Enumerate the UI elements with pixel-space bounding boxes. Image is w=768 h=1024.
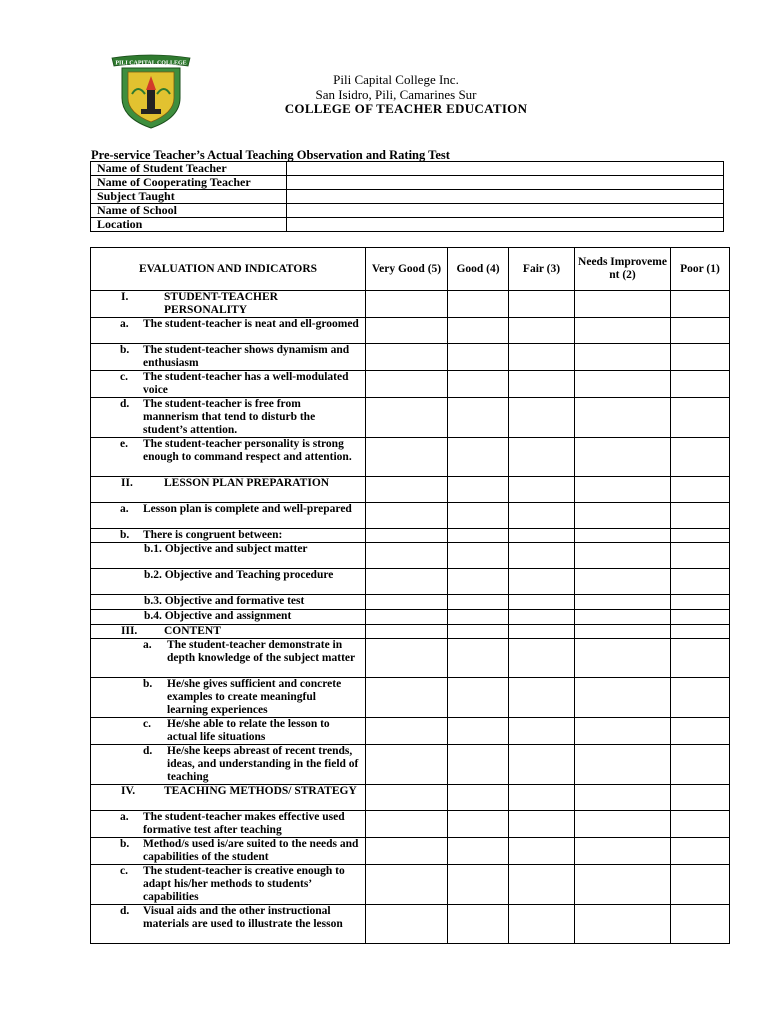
rating-cell-very-good[interactable]	[366, 610, 448, 625]
rating-cell-needs-improvement[interactable]	[575, 477, 671, 503]
rating-cell-good[interactable]	[448, 503, 509, 529]
section-row	[91, 625, 730, 639]
indicator-cell	[91, 503, 366, 529]
indicator-text: b.1. Objective and subject matter	[144, 543, 308, 555]
info-value-field[interactable]	[287, 162, 724, 176]
indicator-marker: I.	[121, 291, 129, 303]
info-row	[91, 162, 724, 176]
header-needs-improvement: Needs Improveme nt (2)	[575, 248, 671, 291]
rating-cell-very-good[interactable]	[366, 639, 448, 678]
rating-cell-needs-improvement[interactable]	[575, 529, 671, 543]
indicator-cell	[91, 291, 366, 318]
indicator-text: The student-teacher is creative enough to adapt his/her methods to students’ capabilities	[143, 865, 345, 903]
rating-cell-good[interactable]	[448, 529, 509, 543]
info-value-field[interactable]	[287, 190, 724, 204]
rating-cell-needs-improvement[interactable]	[575, 398, 671, 438]
rating-cell-very-good[interactable]	[366, 745, 448, 785]
rating-cell-good[interactable]	[448, 625, 509, 639]
department-name: COLLEGE OF TEACHER EDUCATION	[284, 101, 528, 116]
indicator-text: The student-teacher is free from mannerism that tend to disturb the student’s attention.	[143, 398, 316, 436]
info-row	[91, 218, 724, 232]
indicator-row	[91, 865, 730, 905]
indicator-cell	[91, 398, 366, 438]
indicator-cell	[91, 371, 366, 398]
indicator-cell	[91, 318, 366, 344]
indicator-text: LESSON PLAN PREPARATION	[164, 477, 330, 489]
info-row	[91, 204, 724, 218]
indicator-text: He/she gives sufficient and concrete examples to create meaningful learning experiences	[167, 678, 342, 716]
rating-cell-poor[interactable]	[671, 718, 730, 745]
rating-cell-very-good[interactable]	[366, 318, 448, 344]
rating-cell-needs-improvement[interactable]	[575, 543, 671, 569]
rating-cell-fair[interactable]	[509, 811, 575, 838]
rating-cell-fair[interactable]	[509, 905, 575, 944]
indicator-text: CONTENT	[164, 625, 221, 637]
indicator-text: STUDENT-TEACHER PERSONALITY	[164, 291, 278, 316]
section-row	[91, 477, 730, 503]
rating-cell-fair[interactable]	[509, 610, 575, 625]
rating-cell-good[interactable]	[448, 678, 509, 718]
rating-cell-fair[interactable]	[509, 438, 575, 477]
info-table	[90, 161, 724, 232]
rating-cell-needs-improvement[interactable]	[575, 291, 671, 318]
rating-cell-poor[interactable]	[671, 639, 730, 678]
rating-cell-needs-improvement[interactable]	[575, 318, 671, 344]
logo-text: PILI CAPITAL COLLEGE	[115, 60, 187, 67]
indicator-row	[91, 905, 730, 944]
rating-cell-fair[interactable]	[509, 625, 575, 639]
indicator-text: The student-teacher is neat and ell-groomed	[143, 318, 359, 330]
indicator-marker: d.	[120, 905, 130, 917]
indicator-cell	[91, 595, 366, 610]
indicator-marker: d.	[120, 398, 130, 410]
rating-cell-fair[interactable]	[509, 398, 575, 438]
indicator-text: b.2. Objective and Teaching procedure	[144, 569, 334, 581]
section-row	[91, 785, 730, 811]
info-value-field[interactable]	[287, 204, 724, 218]
indicator-marker: d.	[143, 745, 153, 757]
rating-cell-poor[interactable]	[671, 625, 730, 639]
info-label: Name of School	[91, 204, 287, 218]
rating-cell-needs-improvement[interactable]	[575, 718, 671, 745]
rating-cell-poor[interactable]	[671, 318, 730, 344]
rating-cell-good[interactable]	[448, 905, 509, 944]
indicator-cell	[91, 639, 366, 678]
rating-cell-very-good[interactable]	[366, 398, 448, 438]
indicator-row	[91, 529, 730, 543]
rating-cell-needs-improvement[interactable]	[575, 625, 671, 639]
rating-cell-very-good[interactable]	[366, 543, 448, 569]
rating-cell-poor[interactable]	[671, 595, 730, 610]
indicator-text: Method/s used is/are suited to the needs and capabilities of the student	[143, 838, 359, 863]
info-label: Subject Taught	[91, 190, 287, 204]
indicator-marker: e.	[120, 438, 128, 450]
rating-cell-very-good[interactable]	[366, 865, 448, 905]
rating-cell-very-good[interactable]	[366, 438, 448, 477]
rating-cell-good[interactable]	[448, 785, 509, 811]
indicator-cell	[91, 785, 366, 811]
header-very-good: Very Good (5)	[366, 248, 448, 291]
header-fair: Fair (3)	[509, 248, 575, 291]
rating-cell-very-good[interactable]	[366, 625, 448, 639]
rating-cell-poor[interactable]	[671, 344, 730, 371]
indicator-row	[91, 595, 730, 610]
rating-cell-good[interactable]	[448, 811, 509, 838]
rating-cell-needs-improvement[interactable]	[575, 838, 671, 865]
indicator-text: The student-teacher makes effective used formative test after teaching	[143, 811, 345, 836]
info-label: Name of Cooperating Teacher	[91, 176, 287, 190]
indicator-cell	[91, 477, 366, 503]
rating-cell-poor[interactable]	[671, 371, 730, 398]
rating-cell-needs-improvement[interactable]	[575, 569, 671, 595]
info-row	[91, 190, 724, 204]
rating-cell-very-good[interactable]	[366, 678, 448, 718]
indicator-row	[91, 371, 730, 398]
rating-cell-very-good[interactable]	[366, 291, 448, 318]
rating-cell-fair[interactable]	[509, 569, 575, 595]
indicator-row	[91, 438, 730, 477]
rating-cell-good[interactable]	[448, 543, 509, 569]
indicator-text: There is congruent between:	[143, 529, 283, 541]
indicator-text: The student-teacher demonstrate in depth knowledge of the subject matter	[167, 639, 356, 664]
rating-cell-fair[interactable]	[509, 718, 575, 745]
rating-cell-needs-improvement[interactable]	[575, 905, 671, 944]
rating-cell-very-good[interactable]	[366, 503, 448, 529]
indicator-text: b.4. Objective and assignment	[144, 610, 292, 622]
indicator-row	[91, 678, 730, 718]
rating-cell-good[interactable]	[448, 398, 509, 438]
indicator-cell	[91, 905, 366, 944]
info-value-field[interactable]	[287, 176, 724, 190]
rating-cell-poor[interactable]	[671, 398, 730, 438]
indicator-row	[91, 718, 730, 745]
rating-cell-fair[interactable]	[509, 595, 575, 610]
indicator-marker: III.	[121, 625, 138, 637]
indicator-cell	[91, 543, 366, 569]
rating-cell-fair[interactable]	[509, 371, 575, 398]
indicator-cell	[91, 569, 366, 595]
section-row	[91, 291, 730, 318]
indicator-row	[91, 569, 730, 595]
rating-cell-needs-improvement[interactable]	[575, 371, 671, 398]
rating-cell-fair[interactable]	[509, 318, 575, 344]
rating-cell-needs-improvement[interactable]	[575, 865, 671, 905]
rating-cell-very-good[interactable]	[366, 811, 448, 838]
indicator-row	[91, 318, 730, 344]
rating-cell-fair[interactable]	[509, 785, 575, 811]
indicator-text: He/she able to relate the lesson to actual life situations	[167, 718, 330, 743]
rating-cell-poor[interactable]	[671, 477, 730, 503]
rating-cell-very-good[interactable]	[366, 371, 448, 398]
rating-cell-poor[interactable]	[671, 610, 730, 625]
rating-cell-very-good[interactable]	[366, 529, 448, 543]
rating-cell-fair[interactable]	[509, 745, 575, 785]
rating-cell-very-good[interactable]	[366, 718, 448, 745]
rating-cell-needs-improvement[interactable]	[575, 344, 671, 371]
indicator-cell	[91, 678, 366, 718]
rating-cell-fair[interactable]	[509, 838, 575, 865]
rating-cell-good[interactable]	[448, 639, 509, 678]
rating-cell-good[interactable]	[448, 569, 509, 595]
indicator-marker	[91, 595, 144, 608]
rating-cell-needs-improvement[interactable]	[575, 678, 671, 718]
indicator-marker: b.	[120, 838, 130, 850]
rating-cell-fair[interactable]	[509, 678, 575, 718]
info-row	[91, 176, 724, 190]
rating-cell-good[interactable]	[448, 344, 509, 371]
indicator-cell	[91, 438, 366, 477]
rating-cell-fair[interactable]	[509, 344, 575, 371]
indicator-text: Lesson plan is complete and well-prepared	[143, 503, 352, 515]
indicator-cell	[91, 811, 366, 838]
indicator-text: The student-teacher has a well-modulated voice	[143, 371, 349, 396]
rating-cell-poor[interactable]	[671, 678, 730, 718]
header-poor: Poor (1)	[671, 248, 730, 291]
indicator-marker: a.	[120, 811, 129, 823]
indicator-marker: IV.	[121, 785, 136, 797]
rating-cell-poor[interactable]	[671, 291, 730, 318]
rating-cell-good[interactable]	[448, 438, 509, 477]
indicator-marker	[91, 543, 144, 556]
info-label: Location	[91, 218, 287, 232]
rating-cell-poor[interactable]	[671, 503, 730, 529]
header-good: Good (4)	[448, 248, 509, 291]
indicator-marker: a.	[120, 503, 129, 515]
rating-cell-good[interactable]	[448, 291, 509, 318]
rating-cell-fair[interactable]	[509, 639, 575, 678]
rating-cell-good[interactable]	[448, 745, 509, 785]
indicator-marker	[91, 610, 144, 623]
rating-cell-good[interactable]	[448, 371, 509, 398]
indicator-row	[91, 745, 730, 785]
indicator-text: b.3. Objective and formative test	[144, 595, 305, 607]
rating-cell-poor[interactable]	[671, 838, 730, 865]
form-title: Pre-service Teacher’s Actual Teaching Observation and Rating Test	[91, 148, 450, 162]
evaluation-table	[90, 247, 730, 944]
indicator-cell	[91, 718, 366, 745]
indicator-row	[91, 811, 730, 838]
rating-cell-needs-improvement[interactable]	[575, 785, 671, 811]
indicator-text: Visual aids and the other instructional materials are used to illustrate the lesson	[143, 905, 343, 930]
rating-cell-poor[interactable]	[671, 811, 730, 838]
indicator-text: TEACHING METHODS/ STRATEGY	[164, 785, 357, 797]
rating-cell-very-good[interactable]	[366, 785, 448, 811]
rating-cell-needs-improvement[interactable]	[575, 610, 671, 625]
indicator-row	[91, 503, 730, 529]
rating-cell-needs-improvement[interactable]	[575, 438, 671, 477]
rating-cell-poor[interactable]	[671, 438, 730, 477]
indicator-row	[91, 610, 730, 625]
rating-cell-good[interactable]	[448, 838, 509, 865]
rating-cell-needs-improvement[interactable]	[575, 745, 671, 785]
indicator-cell	[91, 838, 366, 865]
indicator-row	[91, 398, 730, 438]
indicator-cell	[91, 610, 366, 625]
rating-cell-very-good[interactable]	[366, 344, 448, 371]
rating-cell-good[interactable]	[448, 718, 509, 745]
info-value-field[interactable]	[287, 218, 724, 232]
rating-cell-poor[interactable]	[671, 785, 730, 811]
indicator-row	[91, 344, 730, 371]
indicator-marker: c.	[120, 865, 128, 877]
indicator-row	[91, 639, 730, 678]
rating-cell-poor[interactable]	[671, 569, 730, 595]
indicator-marker: b.	[120, 344, 130, 356]
college-name: Pili Capital College Inc.	[333, 72, 459, 87]
rating-cell-poor[interactable]	[671, 745, 730, 785]
rating-cell-poor[interactable]	[671, 905, 730, 944]
indicator-text: He/she keeps abreast of recent trends, ideas, and understanding in the field of teaching	[167, 745, 359, 783]
rating-cell-very-good[interactable]	[366, 477, 448, 503]
rating-cell-fair[interactable]	[509, 865, 575, 905]
rating-cell-needs-improvement[interactable]	[575, 595, 671, 610]
indicator-text: The student-teacher shows dynamism and enthusiasm	[143, 344, 350, 369]
rating-cell-poor[interactable]	[671, 543, 730, 569]
rating-cell-good[interactable]	[448, 865, 509, 905]
info-label: Name of Student Teacher	[91, 162, 287, 176]
indicator-row	[91, 838, 730, 865]
rating-cell-poor[interactable]	[671, 865, 730, 905]
rating-cell-fair[interactable]	[509, 477, 575, 503]
rating-cell-good[interactable]	[448, 477, 509, 503]
indicator-marker: a.	[120, 318, 129, 330]
rating-cell-fair[interactable]	[509, 529, 575, 543]
indicator-marker: b.	[120, 529, 130, 541]
indicator-cell	[91, 344, 366, 371]
rating-cell-very-good[interactable]	[366, 905, 448, 944]
rating-cell-good[interactable]	[448, 610, 509, 625]
rating-cell-good[interactable]	[448, 318, 509, 344]
indicator-cell	[91, 625, 366, 639]
rating-cell-needs-improvement[interactable]	[575, 639, 671, 678]
rating-cell-fair[interactable]	[509, 291, 575, 318]
rating-cell-very-good[interactable]	[366, 595, 448, 610]
rating-cell-very-good[interactable]	[366, 838, 448, 865]
indicator-marker: c.	[120, 371, 128, 383]
rating-cell-fair[interactable]	[509, 503, 575, 529]
rating-cell-good[interactable]	[448, 595, 509, 610]
rating-cell-fair[interactable]	[509, 543, 575, 569]
rating-cell-needs-improvement[interactable]	[575, 503, 671, 529]
rating-cell-very-good[interactable]	[366, 569, 448, 595]
rating-cell-needs-improvement[interactable]	[575, 811, 671, 838]
indicator-marker: b.	[143, 678, 153, 690]
indicator-row	[91, 543, 730, 569]
indicator-text: The student-teacher personality is strong enough to command respect and attention.	[143, 438, 352, 463]
indicator-marker: c.	[143, 718, 151, 730]
college-address: San Isidro, Pili, Camarines Sur	[315, 87, 477, 102]
indicator-cell	[91, 745, 366, 785]
rating-cell-poor[interactable]	[671, 529, 730, 543]
indicator-marker: a.	[143, 639, 152, 651]
indicator-marker	[91, 569, 144, 582]
indicator-cell	[91, 865, 366, 905]
indicator-cell	[91, 529, 366, 543]
header-indicators: EVALUATION AND INDICATORS	[91, 248, 366, 291]
indicator-marker: II.	[121, 477, 133, 489]
